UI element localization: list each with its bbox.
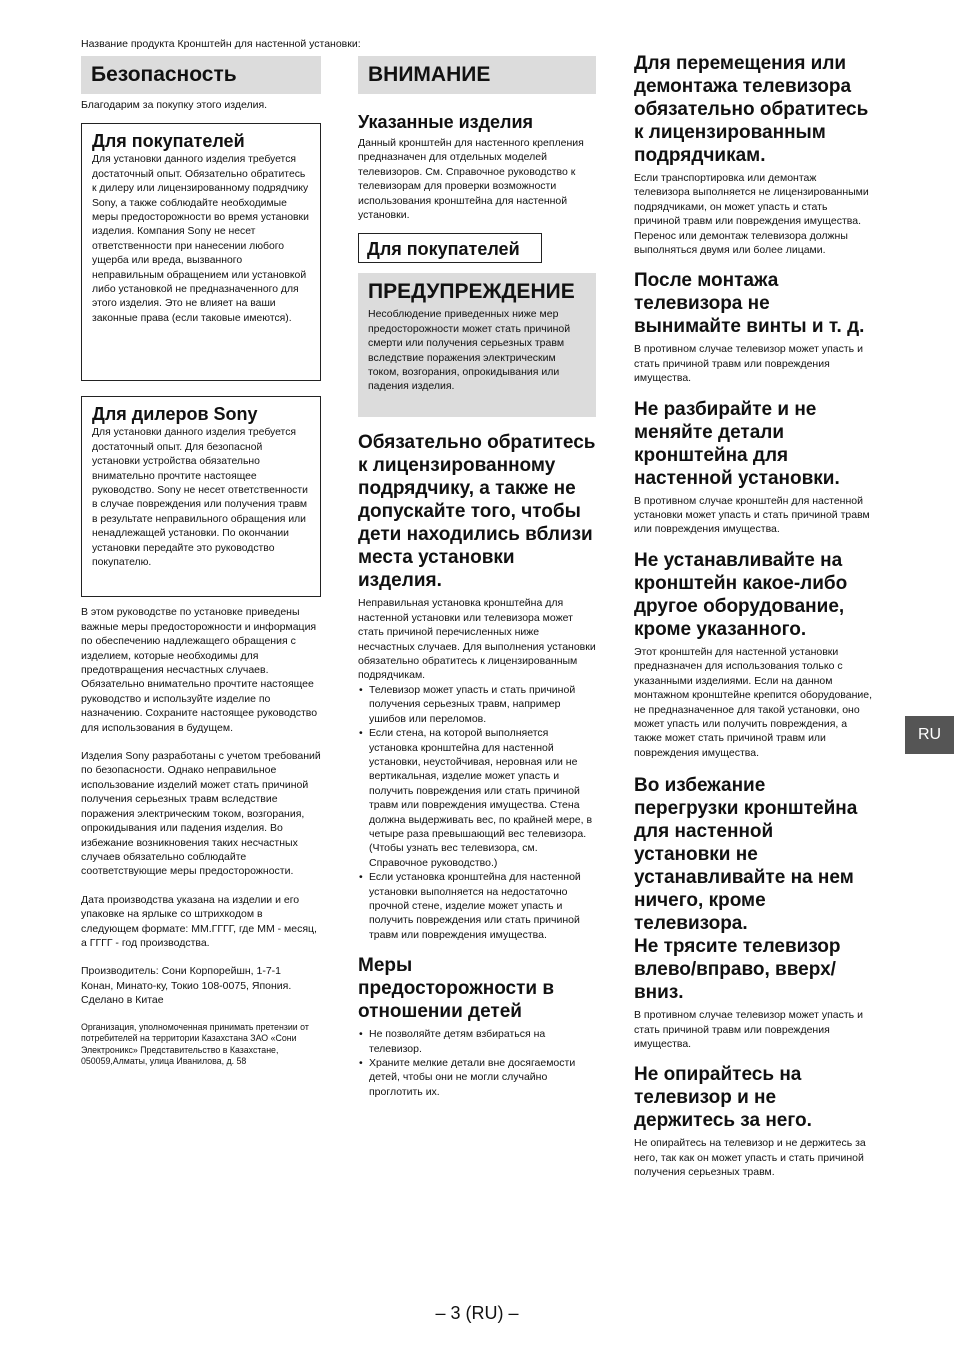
buyers-box-title: Для покупателей bbox=[92, 131, 245, 152]
section-text: В противном случае кронштейн для настенной установки может упасть и стать причиной травм или повреждения имущества. bbox=[634, 494, 870, 536]
children-bullet-list bbox=[358, 1027, 596, 1099]
section-overload bbox=[634, 774, 874, 1051]
section-text: Не опирайтесь на телевизор и не держитесь за него, так как он может упасть и стать причиной получения серьезных травм. bbox=[634, 1137, 866, 1179]
contractor-bullet-list bbox=[358, 683, 596, 942]
dealers-box-title: Для дилеров Sony bbox=[92, 404, 258, 425]
warning-heading: ПРЕДУПРЕЖДЕНИЕ bbox=[368, 280, 575, 304]
intro-paragraph: В этом руководстве по установке приведены важные меры предосторожности и информация по обеспечению надлежащего обращения с изделием, которые необходимы для предотвращения несчастных случаев. Обязательно внимательно прочтите настоящее руководство и используйте изделие по назначению. Сохраните настоящее руководство для использования в будущем. bbox=[81, 606, 318, 734]
section-other-equipment bbox=[634, 549, 874, 760]
safety-heading: Безопасность bbox=[81, 56, 321, 94]
kazakhstan-org-paragraph: Организация, уполномоченная принимать претензии от потребителей на территории Казахстана ЗАО «Сони Электроникс» Представительство в Казахстане, 050059,Алматы, улица Иванилова, д. 58 bbox=[81, 1021, 309, 1067]
children-heading: Меры предосторожности в отношении детей bbox=[358, 955, 555, 1023]
section-heading-second: Не трясите телевизор влево/вправо, вверх/вниз. bbox=[634, 936, 841, 1004]
section-disassembly bbox=[634, 398, 874, 537]
dealers-box-text: Для установки данного изделия требуется достаточный опыт. Для безопасной установки устройства обязательно внимательно прочтите настоящее руководство. Sony не несет ответственности в случае повреждения или получения травм в результате неправильного обращения или ненадлежащей установки. По окончании установки передайте это руководство покупателю. bbox=[92, 427, 308, 569]
section-text: Этот кронштейн для настенной установки предназначен для использования только с указанными изделиями. Если на данном монтажном кронштейне крепится оборудование, не предназначенное для такой установки, оно может упасть или получить повреждения, а также может стать причиной травм или повреждения имущества. bbox=[634, 645, 873, 759]
contractor-heading: Обязательно обратитесь к лицензированному подрядчику, а также не допускайте того, чтобы дети находились вблизи места установки изделия. bbox=[358, 432, 596, 592]
section-heading: Не опирайтесь на телевизор и не держитесь за него. bbox=[634, 1064, 812, 1132]
for-buyers-label-box bbox=[358, 233, 542, 263]
buyers-box bbox=[81, 123, 321, 381]
thanks-text: Благодарим за покупку этого изделия. bbox=[81, 99, 268, 111]
production-date-paragraph: Дата производства указана на изделии и его упаковке на ярлыке со штрихкодом в следующем формате: ММ.ГГГГ, где ММ - месяц, а ГГГГ - год производства. bbox=[81, 893, 317, 949]
section-heading: Не разбирайте и не меняйте детали кронштейна для настенной установки. bbox=[634, 398, 840, 489]
page-number: – 3 (RU) – bbox=[435, 1303, 519, 1323]
section-text: Если транспортировка или демонтаж телевизора выполняется не лицензированными подрядчиками, он может упасть и стать причиной травм или повреждения имущества. Перенос или демонтаж телевизора должны выполняться двумя или более лицами. bbox=[634, 172, 869, 257]
warning-box bbox=[358, 273, 596, 417]
section-leaning bbox=[634, 1063, 874, 1179]
section-heading: После монтажа телевизора не вынимайте винты и т. д. bbox=[634, 270, 865, 338]
column-left bbox=[81, 0, 321, 1068]
for-buyers-label: Для покупателей bbox=[367, 239, 520, 260]
list-item: • Телевизор может упасть и стать причиной получения серьезных травм, например ушибов или переломов. bbox=[369, 683, 596, 726]
section-screws bbox=[634, 269, 874, 385]
list-item: • Храните мелкие детали вне досягаемости детей, чтобы они не могли случайно проглотить их. bbox=[369, 1056, 596, 1099]
contractor-text: Неправильная установка кронштейна для настенной установки или телевизора может стать причиной перечисленных ниже несчастных случаев. Для выполнения установки обязательно обратитесь к лицензированным подрядчикам. bbox=[358, 597, 596, 682]
section-heading: Не устанавливайте на кронштейн какое-либо другое оборудование, кроме указанного. bbox=[634, 549, 848, 640]
product-name-line: Название продукта Кронштейн для настенной установки: bbox=[81, 38, 361, 50]
warning-text: Несоблюдение приведенных ниже мер предосторожности может стать причиной смерти или получения серьезных травм вследствие поражения электрическим током, возгорания, опрокидывания или падения изделия. bbox=[368, 308, 571, 393]
list-item: • Если стена, на которой выполняется установка кронштейна для настенной установки, неустойчивая, неровная или не вертикальная, изделие может упасть и получить повреждения или стать причиной травм или повреждения имущества. Стена должна выдерживать вес, по крайней мере, в четыре раза превышающий вес телевизора. (Чтобы узнать вес телевизора, см. Справочное руководство.) bbox=[369, 726, 596, 870]
list-item: • Если установка кронштейна для настенной установки выполняется на недостаточно прочной стене, изделие может упасть и получить повреждения или стать причиной травм или повреждения имущества. bbox=[369, 870, 596, 942]
section-heading: Во избежание перегрузки кронштейна для настенной установки не устанавливайте на нем ничего, кроме телевизора. bbox=[634, 775, 858, 935]
attention-heading: ВНИМАНИЕ bbox=[358, 56, 596, 94]
section-heading: Для перемещения или демонтажа телевизора обязательно обратитесь к лицензированным подрядчикам. bbox=[634, 53, 869, 166]
manufacturer-paragraph: Производитель: Сони Корпорейшн, 1-7-1 Конан, Минато-ку, Токио 108-0075, Япония. Сделано в Китае bbox=[81, 965, 292, 1007]
specified-products-heading: Указанные изделия bbox=[358, 112, 534, 132]
section-moving bbox=[634, 52, 874, 257]
safety-paragraph: Изделия Sony разработаны с учетом требований по безопасности. Однако неправильное использование изделий может стать причиной получения серьезных травм вследствие поражения электрическим током, возгорания, опрокидывания или падения изделия. Во избежание возникновения таких несчастных случаев обязательно соблюдайте соответствующие меры предосторожности. bbox=[81, 750, 321, 878]
specified-products-text: Данный кронштейн для настенного крепления предназначен для отдельных моделей телевизоров. См. Справочное руководство к телевизорам для проверки возможности использования кронштейна для настенной установки. bbox=[358, 137, 584, 222]
column-middle bbox=[358, 0, 596, 1099]
section-text: В противном случае телевизор может упасть и стать причиной травм или повреждения имущества. bbox=[634, 1009, 863, 1050]
list-item: • Не позволяйте детям взбираться на телевизор. bbox=[369, 1027, 596, 1056]
dealers-box bbox=[81, 396, 321, 597]
language-tab: RU bbox=[905, 716, 954, 754]
column-right bbox=[634, 0, 874, 1180]
buyers-box-text: Для установки данного изделия требуется достаточный опыт. Обязательно обратитесь к дилеру или лицензированному подрядчику Sony, а также соблюдайте необходимые меры предосторожности во время установки изделия. Компания Sony не несет ответственности при нанесении любого ущерба или вреда, вызванного неправильным обращением или установкой либо установкой не предназначенного для этого изделия. Это не влияет на ваши законные права (если таковые имеются). bbox=[92, 154, 309, 324]
section-text: В противном случае телевизор может упасть и стать причиной травм или повреждения имущества. bbox=[634, 343, 863, 385]
